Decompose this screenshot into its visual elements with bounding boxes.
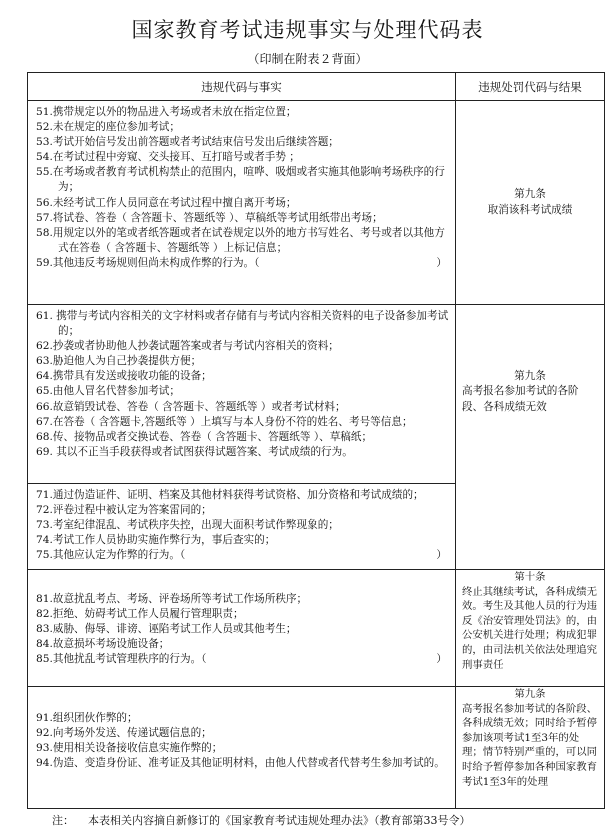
violation-item: 83.威胁、侮辱、诽谤、诬陷考试工作人员或其他考生；	[36, 623, 297, 636]
violation-item: 63.胁迫他人为自己抄袭提供方便；	[36, 355, 202, 368]
violation-item: 59.其他违反考场规则但尚未构成作弊的行为。（	[36, 256, 260, 269]
closing-paren: ）	[436, 549, 447, 562]
violation-code-table	[27, 72, 605, 809]
violation-item: 56.未经考试工作人员同意在考试过程中擅自离开考场；	[36, 196, 297, 209]
closing-paren: ）	[436, 256, 447, 269]
violation-item: 85.其他扰乱考试管理秩序的行为。（	[36, 653, 207, 666]
table-row-group-1	[28, 101, 605, 305]
violation-item: 84.故意损坏考场设施设备；	[36, 638, 170, 651]
penalty-article: 第九条	[514, 370, 546, 382]
violation-item: 54.在考试过程中旁窥、交头接耳、互打暗号或者手势 ；	[36, 151, 300, 164]
violation-item: 82.拒绝、妨碍考试工作人员履行管理职责；	[36, 608, 244, 621]
violation-item: 55.在考场或者教育考试机构禁止的范围内，喧哗、吸烟或者实施其他影响考场秩序的行为；	[36, 166, 445, 194]
violation-list-group-3	[28, 484, 456, 570]
violation-item: 68.传、接物品或者交换试卷、答卷（ 含答题卡、答题纸等 ）、草稿纸；	[36, 430, 373, 443]
page-title: 国家教育考试违规事实与处理代码表	[131, 18, 484, 42]
violation-item: 92.向考场外发送、传递试题信息的；	[36, 727, 212, 740]
penalty-article: 第十条	[514, 571, 546, 583]
violation-item: 66.故意销毁试卷、答卷（ 含答题卡、答题纸等 ）或者考试材料；	[36, 400, 346, 413]
penalty-result: 高考报名参加考试的各阶段、各科成绩无效	[462, 385, 579, 413]
penalty-cell-group-2	[456, 305, 605, 570]
footnote-label: 注：	[52, 814, 74, 827]
violation-item: 67.在答卷（ 含答题卡,答题纸等 ）上填写与本人身份不符的姓名、考号等信息；	[36, 415, 413, 428]
violation-item: 94.伪造、变造身份证、准考证及其他证明材料，由他人代替或者代替考生参加考试的。	[36, 757, 445, 770]
page-subtitle: （印制在附表２背面）	[247, 52, 368, 66]
violation-list-group-2	[28, 305, 456, 484]
violation-item: 71.通过伪造证件、证明、档案及其他材料获得考试资格、加分资格和考试成绩的；	[36, 489, 424, 501]
penalty-result: 取消该科考试成绩	[487, 203, 573, 216]
violation-item: 53.考试开始信号发出前答题或者考试结束信号发出后继续答题；	[36, 136, 339, 149]
violation-item: 74.考试工作人员协助实施作弊行为，事后查实的；	[36, 534, 276, 547]
penalty-cell-group-5	[456, 687, 605, 809]
violation-item: 91.组织团伙作弊的；	[36, 712, 138, 724]
violation-item: 73.考室纪律混乱、考试秩序失控，出现大面积考试作弊现象的；	[36, 519, 339, 532]
violation-item: 58.用规定以外的笔或者纸答题或者在试卷规定以外的地方书写姓名、考号或者以其他方式在答卷（ 含答题卡、答题纸等 ）上标记信息；	[36, 226, 445, 254]
violation-item: 51.携带规定以外的物品进入考场或者未放在指定位置；	[36, 106, 297, 118]
penalty-result: 高考报名参加考试的各阶段、各科成绩无效；同时给予暂停参加该项考试1至3年的处理；情节特别严重的，可以同时给予暂停参加各种国家教育考试1至3年的处理	[462, 702, 598, 788]
header-violation-facts: 违规代码与事实	[28, 73, 456, 101]
table-row-group-5	[28, 687, 605, 809]
penalty-article: 第九条	[514, 688, 546, 700]
violation-list-group-1	[28, 101, 456, 305]
violation-item: 52.未在规定的座位参加考试；	[36, 121, 180, 134]
table-header-row	[28, 73, 605, 101]
table-row-group-4	[28, 570, 605, 687]
closing-paren: ）	[436, 653, 447, 666]
penalty-cell-group-1	[456, 101, 605, 305]
penalty-article: 第九条	[514, 188, 546, 201]
violation-item: 75.其他应认定为作弊的行为。（	[36, 549, 186, 562]
violation-item: 62.抄袭或者协助他人抄袭试题答案或者与考试内容相关的资料；	[36, 340, 339, 353]
violation-item: 57.将试卷、答卷（ 含答题卡、答题纸等 ）、草稿纸等考试用纸带出考场；	[36, 211, 383, 224]
violation-list-group-4	[28, 570, 456, 687]
violation-item: 61. 携带与考试内容相关的文字材料或者存储有与考试内容相关资料的电子设备参加考试的；	[36, 310, 449, 338]
footnote	[52, 812, 471, 828]
penalty-result: 终止其继续考试，各科成绩无效。考生及其他人员的行为违反《治安管理处罚法》的，由公安机关进行处理；构成犯罪的，由司法机关依法处理追究刑事责任	[462, 585, 598, 671]
penalty-cell-group-4	[456, 570, 605, 687]
table-row-group-2	[28, 305, 605, 484]
violation-item: 64.携带具有发送或接收功能的设备；	[36, 370, 212, 383]
footnote-text: 本表相关内容摘自新修订的《国家教育考试违规处理办法》（教育部第33号令）	[88, 814, 471, 827]
violation-item: 72.评卷过程中被认定为答案雷同的；	[36, 504, 212, 517]
violation-list-group-5	[28, 687, 456, 809]
violation-item: 81.故意扰乱考点、考场、评卷场所等考试工作场所秩序；	[36, 593, 308, 605]
header-penalty-results: 违规处罚代码与结果	[456, 73, 605, 101]
violation-item: 69. 其以不正当手段获得或者试图获得试题答案、考试成绩的行为。	[36, 445, 353, 458]
violation-item: 65.由他人冒名代替参加考试；	[36, 385, 180, 398]
violation-item: 93.使用相关设备接收信息实施作弊的；	[36, 742, 223, 755]
